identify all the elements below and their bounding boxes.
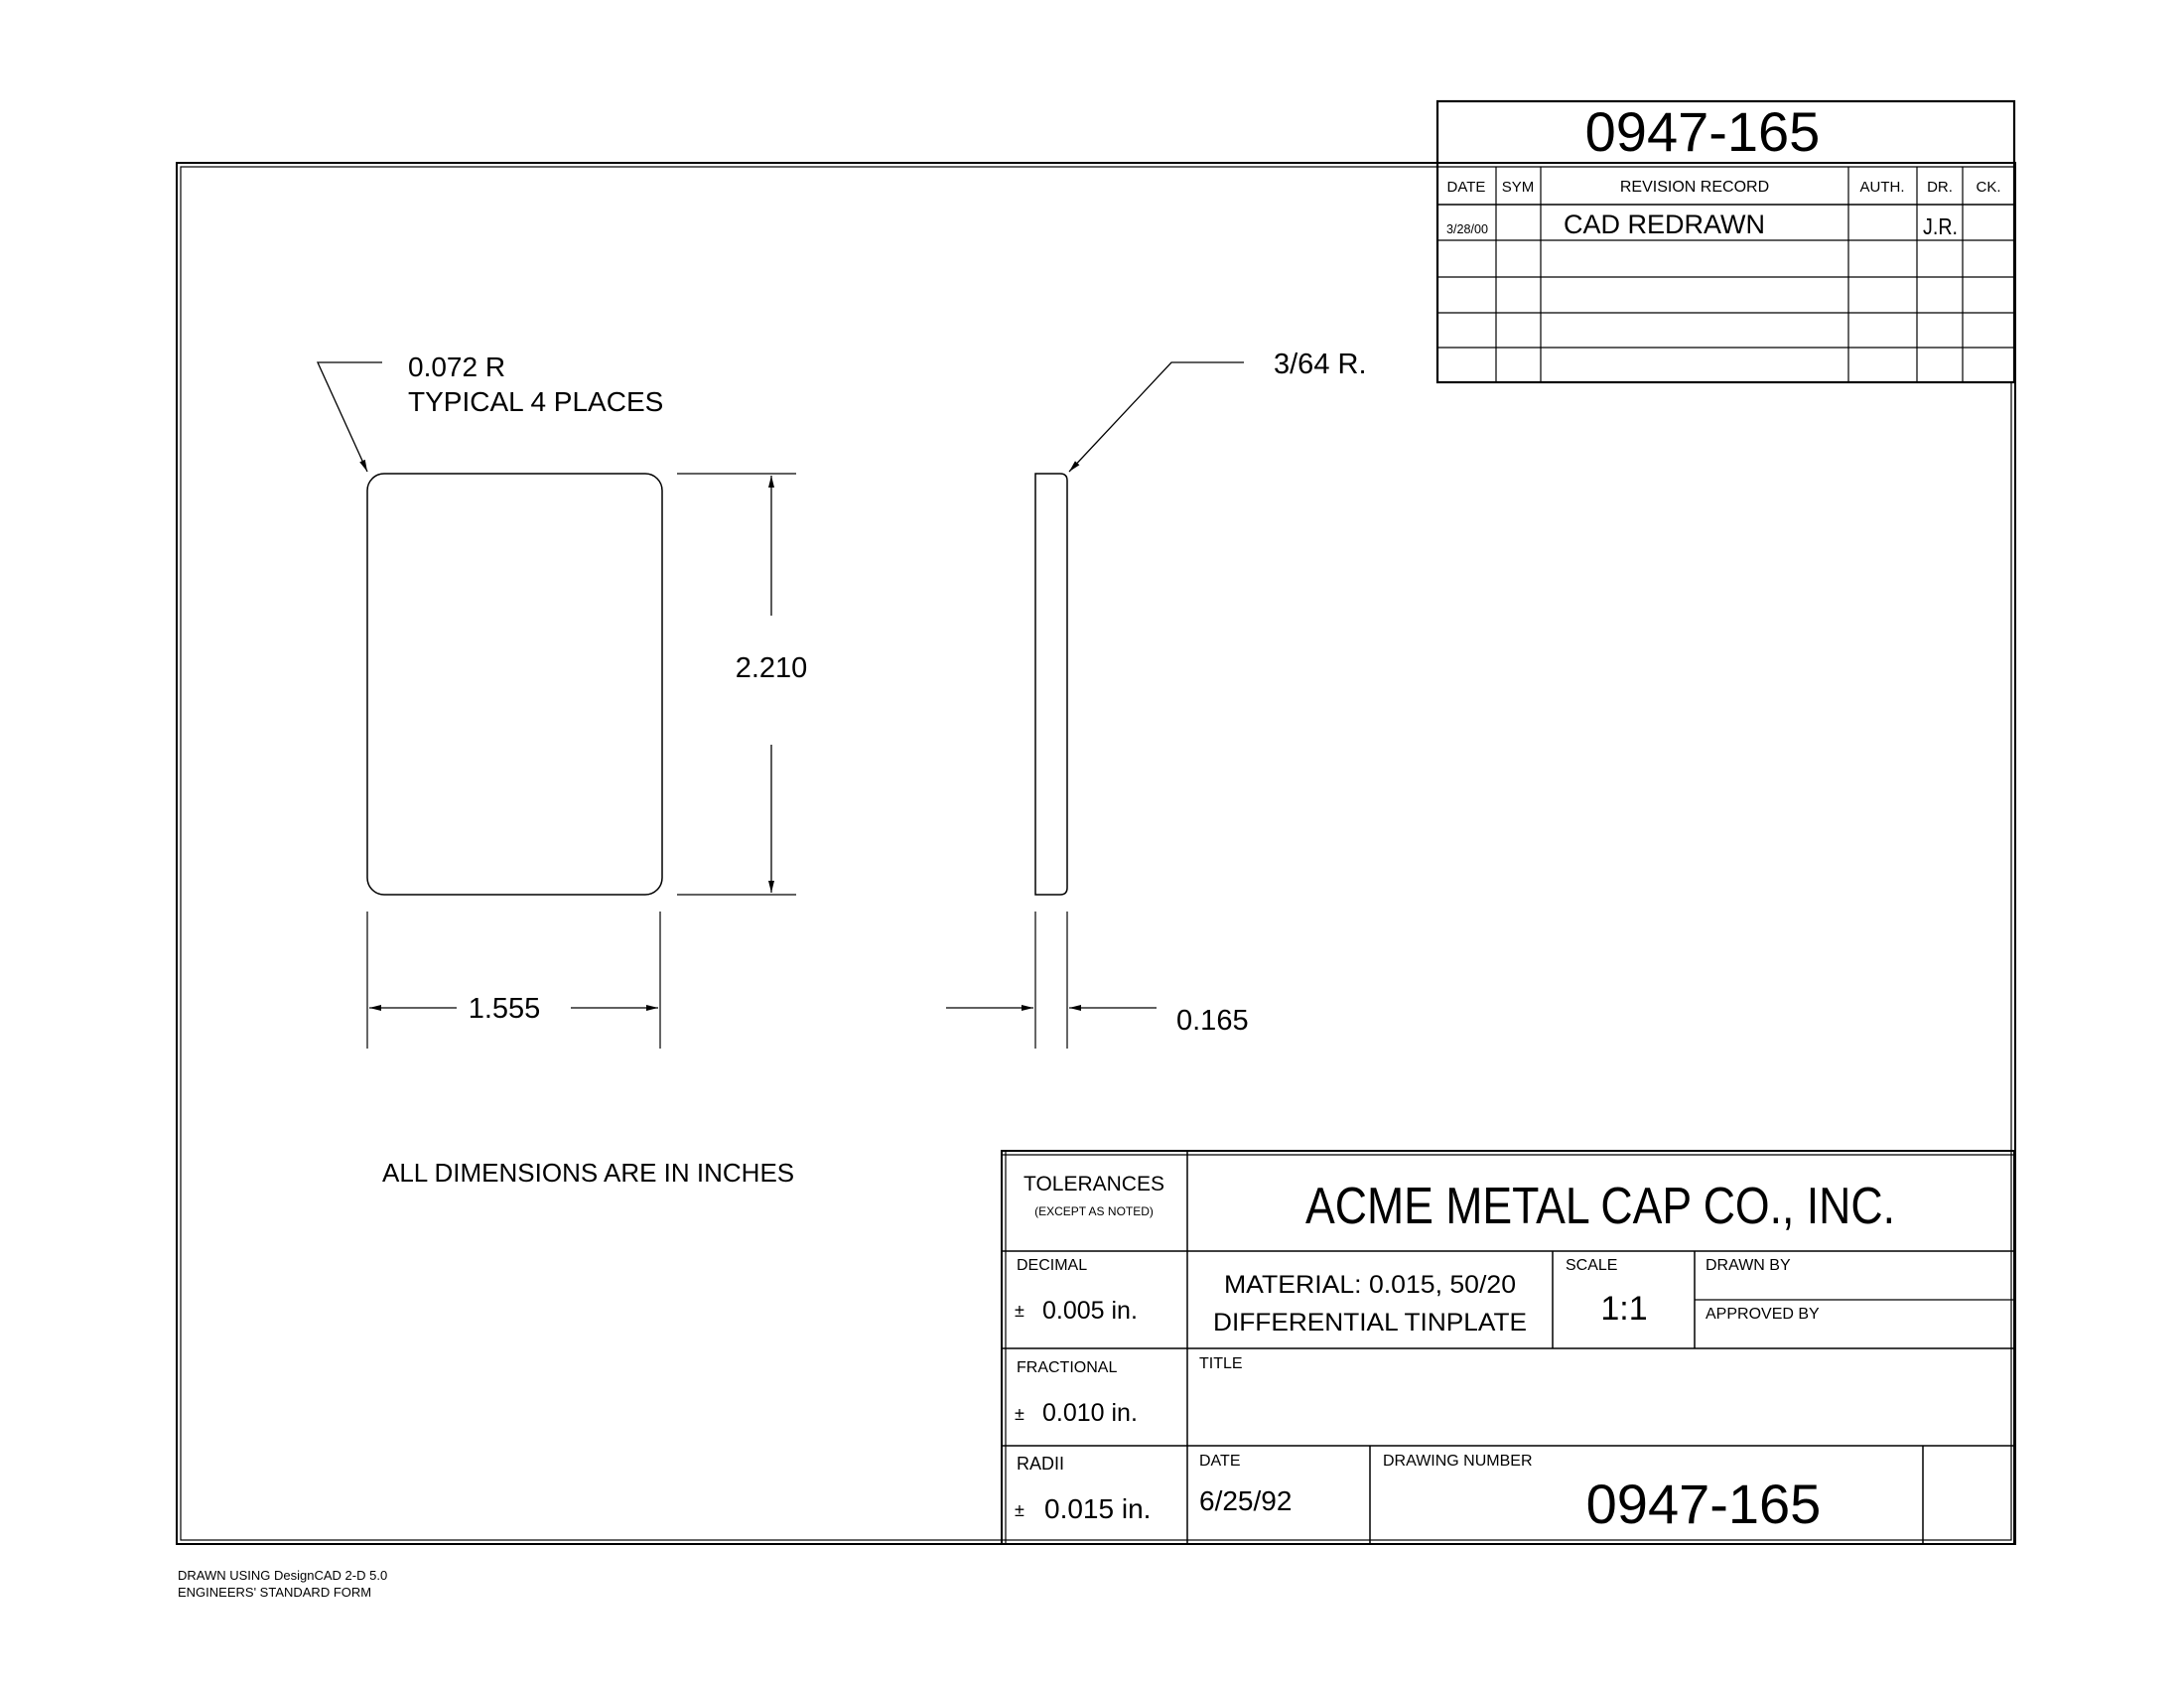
rev-header-dr: DR. bbox=[1927, 179, 1953, 196]
fractional-value: 0.010 in. bbox=[1042, 1399, 1138, 1427]
cap-side-outline bbox=[1035, 474, 1067, 895]
rev-header-date: DATE bbox=[1446, 179, 1486, 196]
fractional-label: FRACTIONAL bbox=[1017, 1359, 1118, 1376]
approved-by-label: APPROVED BY bbox=[1706, 1306, 1820, 1323]
tolerances-label: TOLERANCES bbox=[1024, 1173, 1164, 1196]
corner-radius-note: 0.072 R bbox=[408, 352, 506, 382]
rev-header-ck: CK. bbox=[1976, 179, 2001, 196]
revision-table bbox=[1437, 100, 2014, 382]
rev-row-dr: J.R. bbox=[1923, 213, 1958, 239]
height-dimension: 2.210 bbox=[735, 652, 808, 684]
title-label: TITLE bbox=[1199, 1355, 1243, 1372]
drawing-number-label: DRAWING NUMBER bbox=[1383, 1453, 1533, 1470]
footer-line-2: ENGINEERS' STANDARD FORM bbox=[178, 1585, 372, 1600]
scale-value: 1:1 bbox=[1600, 1290, 1648, 1328]
date-value: 6/25/92 bbox=[1199, 1485, 1293, 1516]
material-line-2: DIFFERENTIAL TINPLATE bbox=[1213, 1309, 1527, 1336]
decimal-label: DECIMAL bbox=[1017, 1257, 1088, 1274]
corner-radius-typical: TYPICAL 4 PLACES bbox=[408, 386, 664, 417]
drawing-number-value: 0947-165 bbox=[1585, 1473, 1822, 1535]
rev-row-record: CAD REDRAWN bbox=[1564, 210, 1766, 239]
tolerances-sub: (EXCEPT AS NOTED) bbox=[1034, 1204, 1154, 1218]
thickness-dimension: 0.165 bbox=[1176, 1005, 1249, 1037]
footer-line-1: DRAWN USING DesignCAD 2-D 5.0 bbox=[178, 1568, 388, 1583]
rev-row-date: 3/28/00 bbox=[1446, 221, 1488, 236]
material-line-1: MATERIAL: 0.015, 50/20 bbox=[1224, 1271, 1516, 1299]
corner-radius-leader bbox=[318, 362, 382, 472]
decimal-plus-minus: ± bbox=[1015, 1301, 1024, 1321]
company-name: ACME METAL CAP CO., INC. bbox=[1305, 1178, 1895, 1235]
title-block bbox=[1002, 1151, 2014, 1544]
side-radius-note: 3/64 R. bbox=[1274, 349, 1367, 380]
radii-plus-minus: ± bbox=[1015, 1500, 1024, 1520]
units-note: ALL DIMENSIONS ARE IN INCHES bbox=[382, 1158, 795, 1188]
scale-label: SCALE bbox=[1566, 1257, 1618, 1274]
radii-label: RADII bbox=[1017, 1454, 1065, 1474]
cap-front-outline bbox=[367, 474, 662, 895]
revision-drawing-number: 0947-165 bbox=[1584, 100, 1821, 163]
width-dimension: 1.555 bbox=[468, 993, 541, 1025]
fractional-plus-minus: ± bbox=[1015, 1404, 1024, 1424]
radii-value: 0.015 in. bbox=[1044, 1493, 1152, 1524]
side-radius-leader bbox=[1069, 362, 1244, 472]
drawn-by-label: DRAWN BY bbox=[1706, 1257, 1791, 1274]
side-view bbox=[946, 349, 1367, 1049]
rev-header-sym: SYM bbox=[1501, 179, 1535, 196]
rev-header-record: REVISION RECORD bbox=[1619, 179, 1770, 196]
date-label: DATE bbox=[1199, 1453, 1241, 1470]
decimal-value: 0.005 in. bbox=[1042, 1297, 1138, 1325]
front-view bbox=[318, 352, 807, 1049]
rev-header-auth: AUTH. bbox=[1859, 179, 1905, 196]
